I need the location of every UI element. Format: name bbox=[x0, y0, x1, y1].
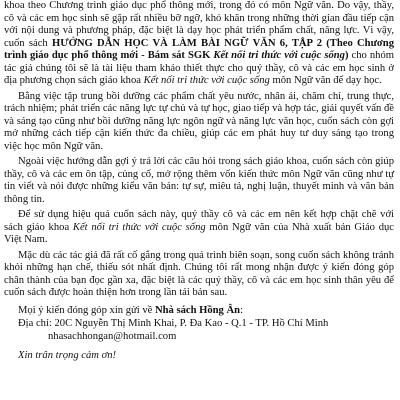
paragraph-intro: khoa theo Chương trình giáo dục phổ thông mới, trong đó có môn Ngữ văn. Do vậy, thầy, cô và các em học sinh sẽ gặp rất nhiều bỡ ngỡ, khó khăn trong những thời gian đầu tiếp cận với nội dung và phương pháp, đặc biệt là dạy học phát triển phẩm chất, năng lực. Vì vậy, cuốn sách HƯỚNG DẪN HỌC VÀ LÀM BÀI NGỮ VĂN 6, TẬP 2 (Theo Chương trình giáo dục phổ thông mới - Bám sát SGK Kết nối tri thức với cuộc sống) cho nhóm tác giả chúng tôi sẽ là tài liệu tham khảo thiết thực cho quý thầy, cô và các em học sinh ở địa phương chọn sách giáo khoa Kết nối tri thức với cuộc sống môn Ngữ văn để dạy học. bbox=[4, 0, 394, 86]
paragraph-usage: Để sử dụng hiệu quả cuốn sách này, quý thầy cô và các em nên kết hợp chặt chẽ với sách giáo khoa Kết nối tri thức với cuộc sống môn Ngữ văn của Nhà xuất bản Giáo dục Việt Nam. bbox=[4, 209, 394, 245]
textbook-series-name: Kết nối tri thức với cuộc sống bbox=[213, 50, 345, 61]
book-title: HƯỚNG DẪN HỌC VÀ LÀM BÀI NGỮ VĂN 6, TẬP 2 (Theo Chương trình giáo dục phổ thông mới - Bám sát SGK bbox=[4, 37, 394, 61]
contact-block bbox=[4, 304, 394, 343]
paragraph-qualities: Bằng việc tập trung bồi dưỡng các phẩm chất yêu nước, nhân ái, chăm chỉ, trung thực, trách nhiệm; phát triển các năng lực tự chủ và tự học, giao tiếp và hợp tác, giải quyết vấn đề và sáng tạo cũng như bồi dưỡng năng lực ngôn ngữ và năng lực văn học, cuốn sách còn gợi mở những cách tiếp cận kiến thức đa chiều, giúp các em phát huy tư duy sáng tạo trong việc học môn Ngữ văn. bbox=[4, 90, 394, 152]
contact-intro: Mọi ý kiến đóng góp xin gửi về Nhà sách Hồng Ân: bbox=[18, 304, 244, 316]
contact-address: Địa chỉ: 20C Nguyễn Thị Minh Khai, P. Đa Kao - Q.1 - TP. Hồ Chí Minh bbox=[18, 317, 329, 329]
textbook-series-name: Kết nối tri thức với cuộc sống bbox=[143, 75, 270, 86]
paragraph-feedback: Mặc dù các tác giả đã rất cố gắng trong quá trình biên soạn, song cuốn sách không tránh khỏi những hạn chế, thiếu sót nhất định. Chúng tôi rất mong nhận được ý kiến đóng góp chân thành của bạn đọc gần xa, đặc biệt là các quý thầy, cô và các em học sinh thân yêu để cuốn sách được hoàn thiện hơn trong lần tái bản sau. bbox=[4, 249, 394, 298]
textbook-series-name: Kết nối tri thức với cuộc sống bbox=[72, 221, 206, 233]
publisher-name: Nhà sách Hồng Ân bbox=[154, 304, 241, 316]
closing-thanks: Xin trân trọng cảm ơn! bbox=[18, 349, 117, 361]
preface-body bbox=[4, 0, 394, 300]
contact-email: nhasachhongan@hotmail.com bbox=[48, 330, 177, 342]
paragraph-content: Ngoài việc hướng dẫn gợi ý trả lời các câu hỏi trong sách giáo khoa, cuốn sách còn giúp thầy, cô và các em ôn tập, củng cố, mở rộng thêm vốn kiến thức môn Ngữ văn cũng như tự tin viết và nói được những kiểu văn bản: tự sự, miêu tả, nghị luận, thuyết minh và văn bản thông tin. bbox=[4, 156, 394, 205]
